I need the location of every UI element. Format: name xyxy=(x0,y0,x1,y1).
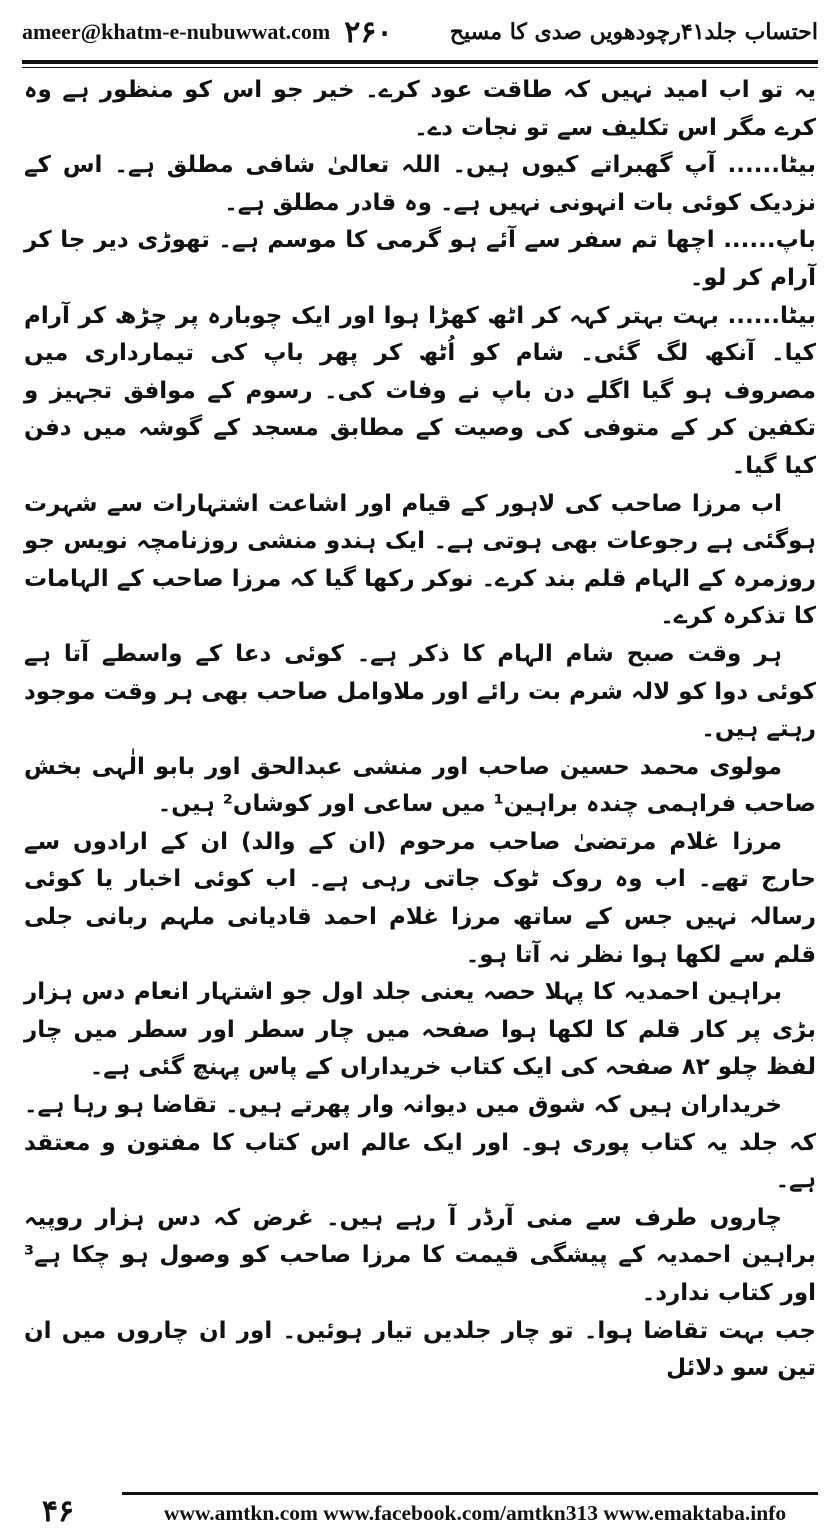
paragraph: بیٹا...... بہت بہتر کہہ کر اٹھ کھڑا ہوا اور ایک چوبارہ پر چڑھ کر آرام کیا۔ آنکھ لگ گئی۔ شام کو اُٹھ کر پھر باپ کی تیمارداری میں مصروف ہو گیا اگلے دن باپ نے وفات کی۔ رسوم کے موافق تجہیز و تکفین کر کے متوفی کی وصیت کے مطابق مسجد کے گوشہ میں دفن کیا گیا۔ xyxy=(24,302,816,479)
header-left xyxy=(22,15,393,50)
paragraph: باپ...... اچھا تم سفر سے آئے ہو گرمی کا موسم ہے۔ تھوڑی دیر جا کر آرام کر لو۔ xyxy=(24,227,816,291)
paragraph: براہین احمدیہ کا پہلا حصہ یعنی جلد اول جو اشتہار انعام دس ہزار بڑی پر کار قلم کا لکھا ہوا صفحہ میں چار سطر اور سطر میں چار لفظ چلو ۸۲ صفحہ کی ایک کتاب خریداراں کے پاس پہنچ گئی ہے۔ xyxy=(24,979,816,1081)
page-header xyxy=(22,10,818,54)
paragraph: یہ تو اب امید نہیں کہ طاقت عود کرے۔ خیر جو اس کو منظور ہے وہ کرے مگر اس تکلیف سے تو نجات دے۔ xyxy=(24,77,816,141)
body-text xyxy=(24,72,816,1477)
paragraph: چاروں طرف سے منی آرڈر آ رہے ہیں۔ غرض کہ دس ہزار روپیہ براہین احمدیہ کے پیشگی قیمت کا مرزا صاحب کو وصول ہو چکا ہے³ اور کتاب ندارد۔ xyxy=(24,1204,816,1306)
header-email[interactable]: ameer@khatm-e-nubuwwat.com xyxy=(22,19,331,44)
paragraph: بیٹا...... آپ گھبراتے کیوں ہیں۔ اللہ تعالیٰ شافی مطلق ہے۔ اس کے نزدیک کوئی بات انہونی نہیں ہے۔ وہ قادر مطلق ہے۔ xyxy=(24,152,816,216)
header-rule xyxy=(22,60,818,68)
page-footer xyxy=(22,1492,818,1532)
paragraph: جب بہت تقاضا ہوا۔ تو چار جلدیں تیار ہوئیں۔ اور ان چاروں میں ان تین سو دلائل xyxy=(24,1317,816,1382)
paragraph: خریداران ہیں کہ شوق میں دیوانہ وار پھرتے ہیں۔ تقاضا ہو رہا ہے۔ کہ جلد یہ کتاب پوری ہو۔ اور ایک عالم اس کتاب کا مفتون و معتقد ہے۔ xyxy=(24,1092,816,1194)
paragraph: ہر وقت صبح شام الہام کا ذکر ہے۔ کوئی دعا کے واسطے آتا ہے کوئی دوا کو لالہ شرم بت رائے اور ملاوامل صاحب بھی ہر وقت موجود رہتے ہیں۔ xyxy=(24,640,816,743)
footer-links[interactable]: www.amtkn.com www.facebook.com/amtkn313 www.emaktaba.info xyxy=(163,1501,787,1525)
paragraph: اب مرزا صاحب کی لاہور کے قیام اور اشاعت اشتہارات سے شہرت ہوگئی ہے رجوعات بھی ہوتی ہے۔ ایک ہندو منشی روزنامچہ نویس جو روزمرہ کے الہام قلم بند کرے۔ نوکر رکھا گیا کہ مرزا صاحب کے الہامات کا تذکرہ کرے۔ xyxy=(24,490,816,630)
header-page-number: ۲۶۰ xyxy=(344,14,393,50)
paragraph: مرزا غلام مرتضیٰ صاحب مرحوم (ان کے والد) ان کے ارادوں سے حارج تھے۔ اب وہ روک ٹوک جاتی رہی ہے۔ اب کوئی اخبار یا کوئی رسالہ نہیں جس کے ساتھ مرزا غلام احمد قادیانی ملہم ربانی جلی قلم سے لکھا ہوا نظر نہ آتا ہو۔ xyxy=(24,828,816,968)
header-title: احتساب جلد۴۱رچودھویں صدی کا مسیح xyxy=(449,19,818,45)
footer-folio: ۴۶ xyxy=(41,1494,75,1529)
footer-rule xyxy=(122,1492,818,1495)
paragraph: مولوی محمد حسین صاحب اور منشی عبدالحق اور بابو الٰہی بخش صاحب فراہمی چندہ براہین¹ میں ساعی اور کوشاں² ہیں۔ xyxy=(24,753,816,818)
